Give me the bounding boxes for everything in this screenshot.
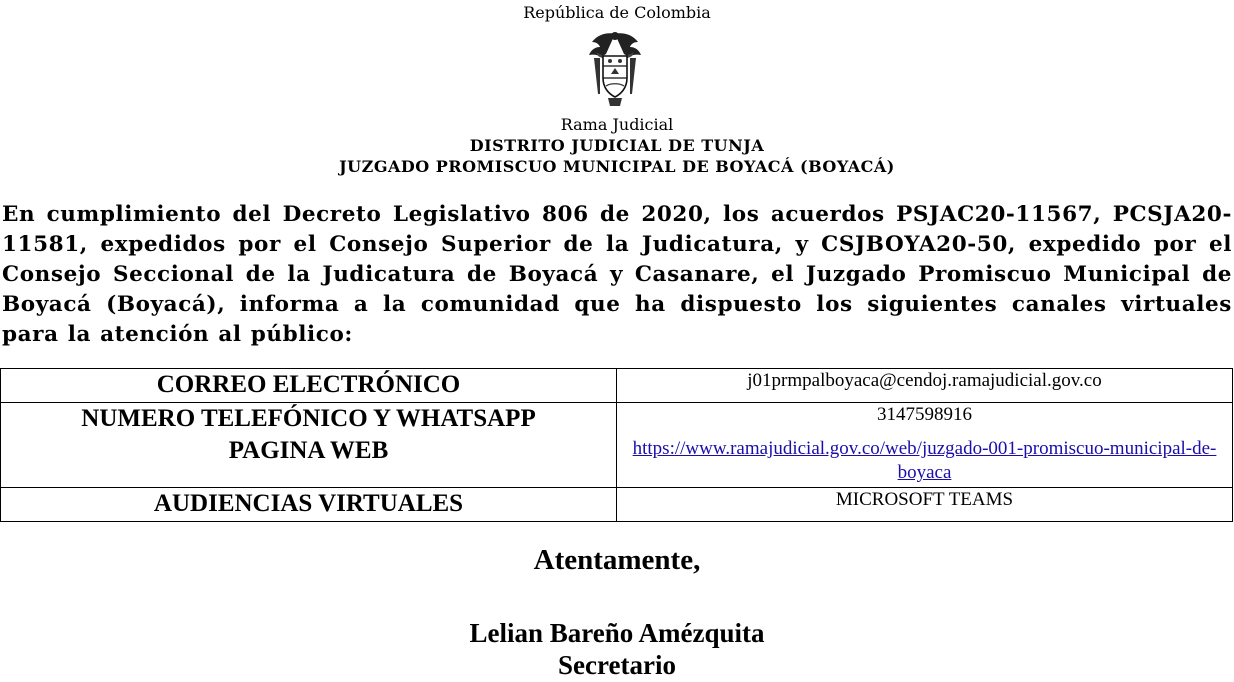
district-name: DISTRITO JUDICIAL DE TUNJA	[469, 136, 765, 155]
hearings-label: AUDIENCIAS VIRTUALES	[1, 488, 617, 522]
court-name: JUZGADO PROMISCUO MUNICIPAL DE BOYACÁ (BOYACÁ)	[339, 157, 895, 176]
intro-paragraph: En cumplimiento del Decreto Legislativo 806 de 2020, los acuerdos PSJAC20-11567, PCSJA20-11581, expedidos por el Consejo Superior de la Judicatura, y CSJBOYA20-50, expedido por el Consejo Seccional de la Judicatura de Boyacá y Casanare, el Juzgado Promiscuo Municipal de Boyacá (Boyacá), informa a la comunidad que ha dispuesto los siguientes canales virtuales para la atención al público:	[2, 202, 1232, 347]
channels-table	[0, 368, 1233, 522]
phone-web-values	[617, 403, 1233, 488]
web-link[interactable]: https://www.ramajudicial.gov.co/web/juzgado-001-promiscuo-municipal-de-boyaca	[632, 438, 1217, 483]
signer-name: Lelian Bareño Amézquita	[469, 618, 765, 648]
branch-name: Rama Judicial	[560, 115, 674, 134]
phone-value: 3147598916	[877, 404, 972, 425]
closing-salutation: Atentamente,	[533, 544, 701, 576]
table-row	[1, 403, 1233, 488]
email-value: j01prmpalboyaca@cendoj.ramajudicial.gov.co	[617, 369, 1233, 403]
hearings-value: MICROSOFT TEAMS	[617, 488, 1233, 522]
email-label: CORREO ELECTRÓNICO	[1, 369, 617, 403]
country-name: República de Colombia	[523, 3, 711, 22]
web-label: PAGINA WEB	[228, 437, 389, 464]
table-row	[1, 369, 1233, 403]
table-row	[1, 488, 1233, 522]
phone-web-labels	[1, 403, 617, 488]
phone-label: NUMERO TELEFÓNICO Y WHATSAPP	[81, 405, 536, 432]
coat-of-arms-icon	[586, 28, 644, 108]
signer-role: Secretario	[558, 650, 676, 680]
